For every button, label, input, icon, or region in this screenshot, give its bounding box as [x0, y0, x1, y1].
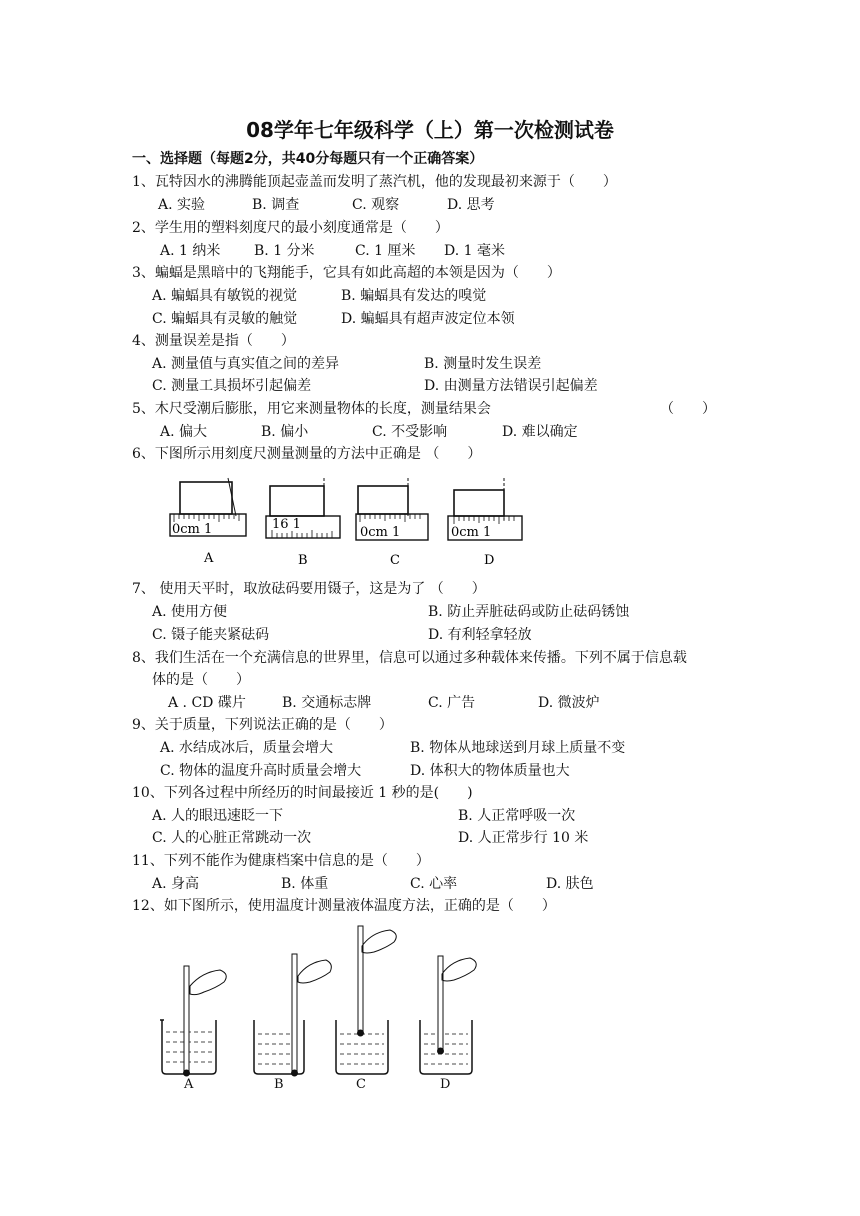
figure-c-ruler: [356, 478, 428, 568]
figure-a-beaker: [160, 966, 226, 1092]
q5-option-b: B. 偏小: [261, 424, 309, 440]
q2-option-b: B. 1 分米: [254, 243, 315, 259]
figure-label-a: A: [204, 551, 214, 566]
q8-option-a: A . CD 碟片: [168, 695, 246, 711]
q3-option-c: C. 蝙蝠具有灵敏的触觉: [152, 311, 298, 327]
q7-option-d: D. 有利轻拿轻放: [428, 627, 532, 643]
q9-option-a: A. 水结成冰后，质量会增大: [160, 740, 334, 756]
q4-option-c: C. 测量工具损坏引起偏差: [152, 378, 312, 394]
q10-option-a: A. 人的眼迅速眨一下: [152, 808, 284, 824]
figure-label-b: B: [274, 1077, 284, 1092]
q10-option-c: C. 人的心脏正常跳动一次: [152, 830, 312, 846]
ruler-c-text: 0cm 1: [360, 525, 401, 540]
question-1-stem: 1、瓦特因水的沸腾能顶起壶盖而发明了蒸汽机，他的发现最初来源于（ ）: [132, 174, 617, 190]
q5-option-a: A. 偏大: [160, 424, 208, 440]
figure-label-a: A: [184, 1077, 194, 1092]
question-12-stem: 12、如下图所示，使用温度计测量液体温度方法，正确的是（ ）: [132, 898, 556, 914]
q5-answer-bracket: （ ）: [660, 401, 716, 417]
q11-option-d: D. 肤色: [546, 876, 594, 892]
q7-option-b: B. 防止弄脏砝码或防止砝码锈蚀: [428, 604, 630, 620]
q8-option-d: D. 微波炉: [538, 695, 600, 711]
section-heading: 一、选择题（每题2分，共40分每题只有一个正确答案）: [132, 151, 484, 167]
q11-option-c: C. 心率: [410, 876, 458, 892]
q2-option-a: A. 1 纳米: [160, 243, 221, 259]
q4-option-d: D. 由测量方法错误引起偏差: [424, 378, 598, 394]
q8-option-c: C. 广告: [428, 695, 476, 711]
figure-label-c: C: [390, 553, 400, 568]
q5-option-d: D. 难以确定: [502, 424, 578, 440]
q1-option-b: B. 调查: [252, 197, 300, 213]
figure-label-c: C: [356, 1077, 366, 1092]
figure-label-d: D: [484, 553, 495, 568]
question-3-stem: 3、蝙蝠是黑暗中的飞翔能手，它具有如此高超的本领是因为（ ）: [132, 265, 561, 281]
q11-option-b: B. 体重: [281, 876, 329, 892]
question-11-stem: 11、下列不能作为健康档案中信息的是（ ）: [132, 853, 430, 869]
q1-option-d: D. 思考: [447, 197, 495, 213]
q1-option-a: A. 实验: [158, 197, 206, 213]
figure-c-beaker: [336, 926, 396, 1092]
figure-d-beaker: [420, 956, 476, 1092]
q10-option-b: B. 人正常呼吸一次: [458, 808, 576, 824]
q9-option-b: B. 物体从地球送到月球上质量不变: [410, 740, 626, 756]
question-4-stem: 4、测量误差是指（ ）: [132, 333, 295, 349]
question-6-stem: 6、下图所示用刻度尺测量测量的方法中正确是 （ ）: [132, 446, 482, 462]
figure-label-b: B: [298, 553, 308, 568]
question-8-stem-continued: 体的是（ ）: [152, 672, 250, 688]
q7-option-c: C. 镊子能夹紧砝码: [152, 627, 270, 643]
ruler-measurement-figure: [160, 470, 580, 570]
q5-option-c: C. 不受影响: [372, 424, 448, 440]
q3-option-a: A. 蝙蝠具有敏锐的视觉: [152, 288, 298, 304]
question-5-stem: 5、木尺受潮后膨胀，用它来测量物体的长度，测量结果会: [132, 401, 491, 417]
q3-option-d: D. 蝙蝠具有超声波定位本领: [341, 311, 515, 327]
q8-option-b: B. 交通标志牌: [282, 695, 372, 711]
q11-option-a: A. 身高: [152, 876, 200, 892]
q4-option-b: B. 测量时发生误差: [424, 356, 542, 372]
ruler-b-text: 16 1: [272, 517, 301, 532]
figure-label-d: D: [440, 1077, 451, 1092]
q2-option-d: D. 1 毫米: [444, 243, 505, 259]
page-title: 08学年七年级科学（上）第一次检测试卷: [246, 118, 614, 142]
q2-option-c: C. 1 厘米: [355, 243, 416, 259]
ruler-d-text: 0cm 1: [451, 525, 492, 540]
q9-option-c: C. 物体的温度升高时质量会增大: [160, 763, 362, 779]
question-2-stem: 2、学生用的塑料刻度尺的最小刻度通常是（ ）: [132, 220, 449, 236]
figure-a-ruler: [170, 478, 246, 566]
q7-option-a: A. 使用方便: [152, 604, 228, 620]
q10-option-d: D. 人正常步行 10 米: [458, 830, 589, 846]
q1-option-c: C. 观察: [352, 197, 400, 213]
ruler-a-text: 0cm 1: [172, 522, 213, 537]
q4-option-a: A. 测量值与真实值之间的差异: [152, 356, 340, 372]
question-9-stem: 9、关于质量，下列说法正确的是（ ）: [132, 717, 393, 733]
question-8-stem: 8、我们生活在一个充满信息的世界里，信息可以通过多种载体来传播。下列不属于信息载: [132, 650, 687, 666]
figure-b-beaker: [254, 954, 331, 1092]
figure-b-ruler: [266, 478, 340, 568]
thermometer-figure: [150, 920, 550, 1090]
question-10-stem: 10、下列各过程中所经历的时间最接近 1 秒的是( ): [132, 785, 473, 801]
figure-d-ruler: [448, 478, 522, 568]
q3-option-b: B. 蝙蝠具有发达的嗅觉: [341, 288, 487, 304]
q9-option-d: D. 体积大的物体质量也大: [410, 763, 570, 779]
question-7-stem: 7、 使用天平时，取放砝码要用镊子，这是为了 （ ）: [132, 581, 486, 597]
